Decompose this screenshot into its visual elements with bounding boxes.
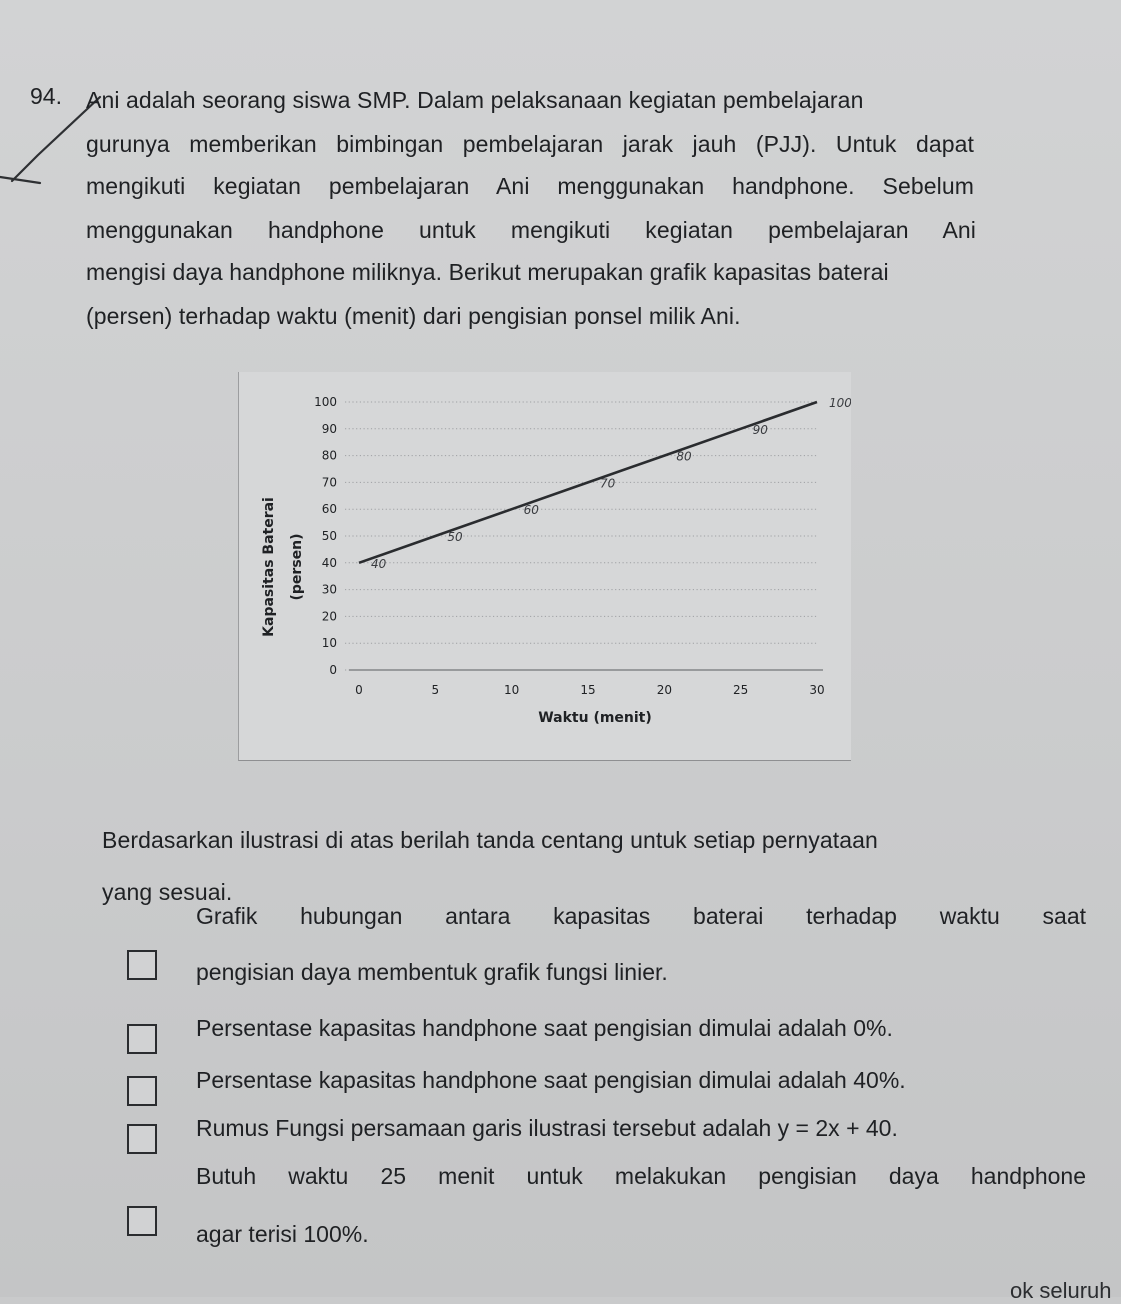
statement-2-text: Persentase kapasitas handphone saat pengisian dimulai adalah 0%.	[196, 1015, 893, 1041]
chart-point-labels	[371, 396, 851, 571]
data-point-label: 60	[523, 503, 539, 518]
x-tick-label: 10	[504, 683, 520, 697]
y-tick-label: 60	[321, 502, 337, 517]
data-point-label: 80	[676, 449, 692, 464]
y-tick-label: 30	[321, 582, 337, 597]
y-tick-label: 0	[329, 663, 337, 677]
statement-1-checkbox[interactable]	[127, 950, 157, 980]
x-tick-label: 20	[656, 683, 672, 697]
battery-series-line	[359, 402, 817, 563]
statement-4-checkbox[interactable]	[127, 1124, 157, 1154]
y-tick-label: 20	[321, 609, 337, 624]
statement-5-line-2: agar terisi 100%.	[196, 1221, 369, 1247]
data-point-label: 90	[752, 422, 768, 437]
x-tick-label: 0	[355, 683, 363, 697]
data-point-label: 100	[829, 396, 851, 410]
question-line-5: mengisi daya handphone miliknya. Berikut merupakan grafik kapasitas baterai	[86, 259, 889, 285]
y-tick-label: 90	[321, 421, 337, 436]
question-line-3: mengikuti kegiatan pembelajaran Ani menggunakan handphone. Sebelum	[86, 173, 974, 199]
question-line-1: Ani adalah seorang siswa SMP. Dalam pelaksanaan kegiatan pembelajaran	[86, 87, 864, 113]
instruction-line-2: yang sesuai.	[102, 879, 233, 905]
data-point-label: 50	[447, 530, 463, 544]
statement-5-line-1: Butuh waktu 25 menit untuk melakukan pengisian daya handphone	[196, 1163, 1086, 1189]
chart-series	[359, 402, 817, 563]
x-tick-label: 15	[580, 683, 596, 697]
statement-3-text: Persentase kapasitas handphone saat pengisian dimulai adalah 40%.	[196, 1067, 906, 1093]
chart-y-ticks	[314, 395, 337, 677]
chart-y-axis-label-line2: (persen)	[289, 533, 305, 601]
chart-y-axis-label-line1: Kapasitas Baterai	[261, 497, 277, 637]
question-line-4: menggunakan handphone untuk mengikuti kegiatan pembelajaran Ani	[86, 217, 976, 243]
question-number: 94.	[30, 83, 62, 109]
instruction-line-1: Berdasarkan ilustrasi di atas berilah tanda centang untuk setiap pernyataan	[102, 827, 878, 853]
chart-gridlines	[345, 402, 823, 670]
y-tick-label: 80	[321, 448, 337, 463]
data-point-label: 70	[600, 476, 616, 491]
statement-3-checkbox[interactable]	[127, 1076, 157, 1106]
y-tick-label: 40	[321, 555, 337, 570]
statement-1-line-1: Grafik hubungan antara kapasitas baterai terhadap waktu saat	[196, 903, 1086, 929]
y-tick-label: 70	[321, 475, 337, 490]
y-tick-label: 100	[314, 395, 337, 409]
statement-1-line-2: pengisian daya membentuk grafik fungsi linier.	[196, 959, 668, 985]
chart-x-ticks	[355, 683, 824, 697]
battery-capacity-chart	[239, 372, 851, 760]
statement-2-checkbox[interactable]	[127, 1024, 157, 1054]
battery-chart-panel	[238, 372, 851, 761]
question-line-6: (persen) terhadap waktu (menit) dari pengisian ponsel milik Ani.	[86, 303, 741, 329]
y-tick-label: 50	[321, 529, 337, 543]
chart-x-axis-label: Waktu (menit)	[538, 710, 652, 726]
cut-off-footer-text: ok seluruh	[1010, 1278, 1112, 1303]
statement-4-text: Rumus Fungsi persamaan garis ilustrasi tersebut adalah y = 2x + 40.	[196, 1115, 898, 1141]
data-point-label: 40	[371, 556, 387, 571]
question-line-2: gurunya memberikan bimbingan pembelajaran jarak jauh (PJJ). Untuk dapat	[86, 131, 974, 157]
x-tick-label: 5	[431, 683, 440, 697]
x-tick-label: 30	[809, 683, 825, 697]
y-tick-label: 10	[321, 636, 337, 651]
x-tick-label: 25	[733, 683, 749, 697]
statement-5-checkbox[interactable]	[127, 1206, 157, 1236]
